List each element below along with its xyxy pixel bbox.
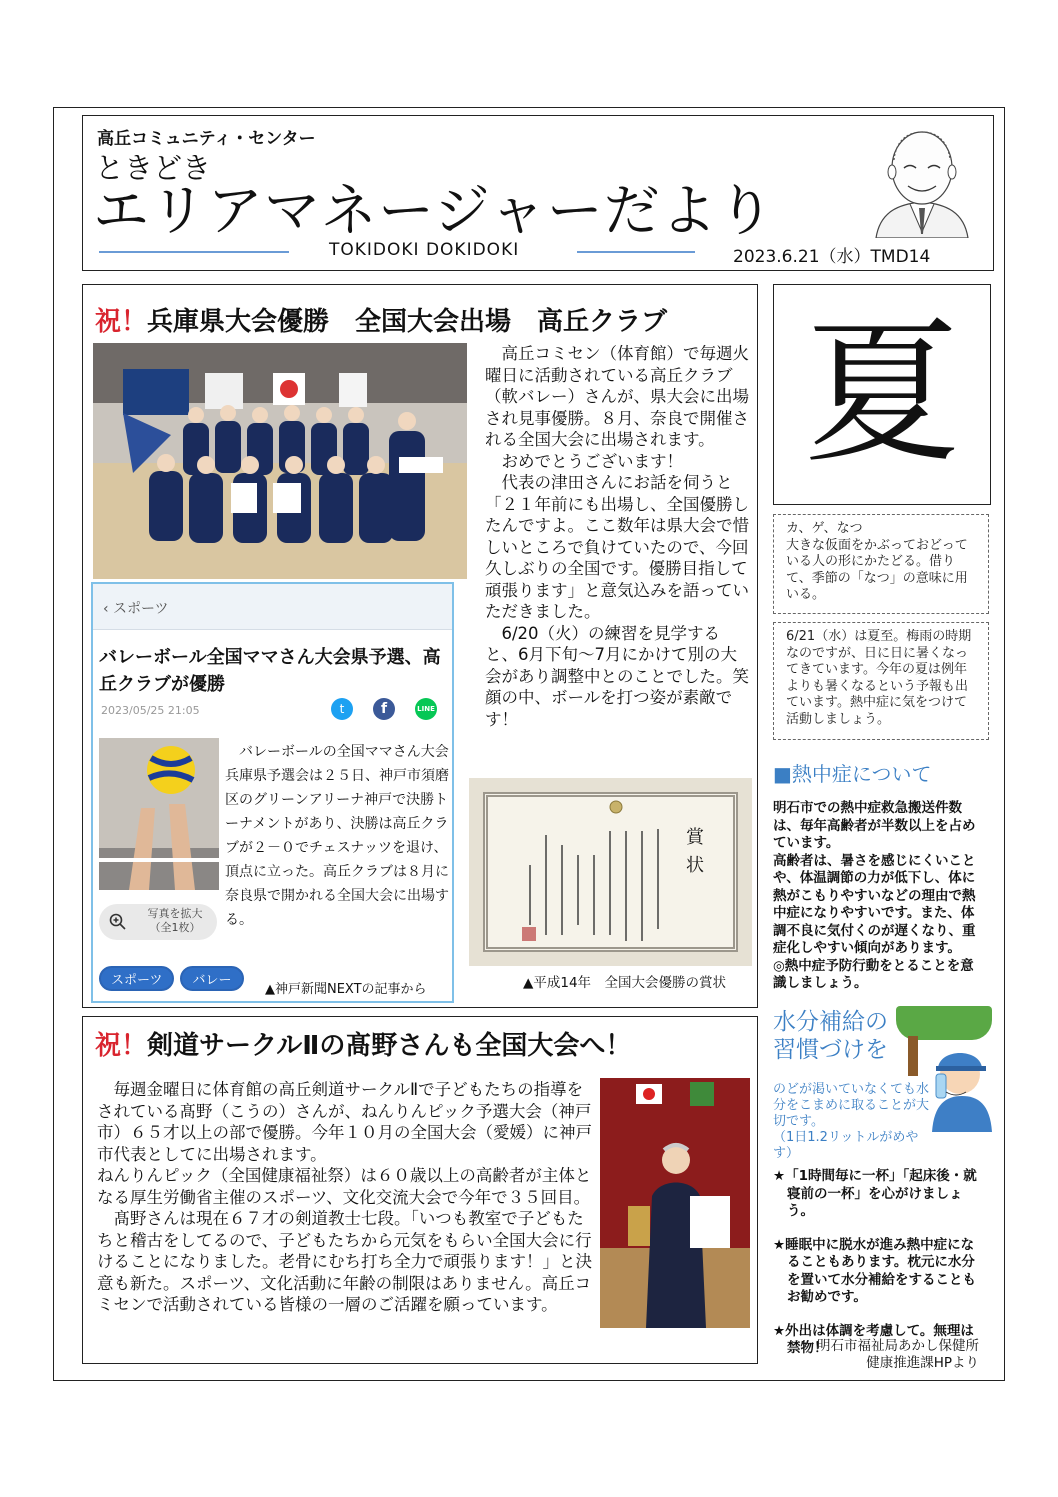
headline-celebration-mark: 祝！ [95,1031,148,1061]
kanji-explanation [773,514,989,614]
kanji-character: 夏 [804,302,960,484]
article-kendo-body [97,1079,593,1316]
hydration-title-line: 水分補給の [773,1009,888,1035]
certificate-caption: ▲平成14年 全国大会優勝の賞状 [523,975,727,991]
issue-date: 2023.6.21（水）TMD14 [733,247,931,267]
article-kendo [82,1016,758,1364]
hydration-title-line: 習慣づけを [773,1037,888,1063]
headline-text: 兵庫県大会優勝 全国大会出場 高丘クラブ [147,307,668,337]
headline-celebration-mark: 祝！ [95,307,148,337]
kanji-box [773,284,991,505]
news-source: ▲神戸新聞NEXTの記事から [265,982,427,997]
hydration-source [773,1338,979,1372]
solstice-note-text: 6/21（水）は夏至。梅雨の時期なのですが、日に日に暑くなってきています。今年の夏は例年よりも暑くなるという予報も出ています。熱中症に気をつけて活動しましょう。 [786,629,972,727]
body-paragraph: 高丘コミセン（体育館）で毎週火曜日に活動されている高丘クラブ（軟バレー）さんが、県大会に出場され見事優勝。８月、奈良で開催される全国大会に出場されます。 [485,344,749,449]
article-volleyball [82,284,758,1008]
kendo-winner-photo [600,1078,750,1328]
team-photo [93,343,467,579]
enlarge-photo-label: 写真を拡大 （全1枚） [147,907,203,934]
hydration-sub: のどが渇いていなくても水分をこまめに取ることが大切です。 [773,1082,930,1129]
heatstroke-title: ■熱中症について [773,762,932,786]
hydration-source-line: 明石市福祉局あかし保健所 [817,1338,979,1354]
enlarge-photo-button[interactable] [99,904,217,940]
body-paragraph: おめでとうございます！ [485,451,683,471]
tree-trunk-illustration [908,1036,918,1076]
news-clipping [91,582,454,1003]
title-rule-right [577,251,695,253]
title-rule-left [99,251,289,253]
hydration-source-line: 健康推進課HPより [866,1355,979,1371]
news-headline: バレーボール全国ママさん大会県予選、高丘クラブが優勝 [99,647,441,695]
zoom-in-icon [109,913,127,931]
tag-sports[interactable]: スポーツ [99,966,174,991]
article-volleyball-headline [95,301,667,338]
hydration-tips [773,1168,987,1358]
body-paragraph: 6/20（火）の練習を見学すると、6月下旬～7月にかけて別の大会があり調整中とのことでした。笑顔の中、ボールを打つ姿が素敵です！ [485,623,749,729]
news-back-link[interactable]: ‹ スポーツ [103,601,169,617]
hydration-amount: （1日1.2リットルがめやす） [773,1130,919,1161]
romaji-title: TOKIDOKI DOKIDOKI [329,240,520,260]
headline-text: 剣道サークルⅡの髙野さんも全国大会へ！ [147,1031,632,1061]
body-paragraph: 毎週金曜日に体育館の高丘剣道サークルⅡで子どもたちの指導をされている髙野（こうの）さんが、ねんりんピック予選大会（神戸市）６５才以上の部で優勝。今年１０月の全国大会（愛媛）に神戸市代表としてに出場されます。 [97,1080,592,1164]
certificate-photo [469,778,752,966]
hydration-tip: ★睡眠中に脱水が進み熱中症になることもあります。枕元に水分を置いて水分補給をすることもお勧めです。 [773,1236,976,1305]
tag-volleyball[interactable]: バレー [180,966,243,991]
org-name: 高丘コミュニティ・センター [97,129,316,149]
kanji-meaning: 大きな仮面をかぶっておどっている人の形にかたどる。借りて、季節の「なつ」の意味に用いる。 [786,537,968,602]
article-kendo-headline [95,1025,631,1062]
hydration-tip: ★「1時間毎に一杯」「起床後・就寝前の一杯」を心がけましょう。 [773,1168,977,1219]
page-title: エリアマネージャーだより [93,179,775,244]
certificate-crest-icon [606,799,626,815]
certificate-handwriting [518,825,668,949]
heatstroke-paragraph: 明石市での熱中症救急搬送件数は、毎年高齢者が半数以上を占めています。 [773,800,976,851]
article-volleyball-body [485,343,753,730]
body-paragraph: ねんりんピック（全国健康福祉祭）は６０歳以上の高齢者が主体となる厚生労働省主催のスポーツ、文化交流大会で今年で３５回目。 [97,1166,592,1207]
hydration-title [773,1008,888,1064]
heatstroke-paragraph: ◎熱中症予防行動をとることを意識しましょう。 [773,957,974,991]
heatstroke-paragraph: 高齢者は、暑さを感じにくいことや、体温調節の力が低下し、体に熱がこもりやすいなどの理由で熱中症になりやすいです。また、体調不良に気付くのが遅くなり、重症化しやすい傾向があります。 [773,852,976,956]
kanji-reading: カ、ゲ、なつ [786,521,863,536]
subtitle: ときどき [95,151,212,185]
hydration-tip: ★外出は体調を考慮して。無理は禁物！ [773,1322,974,1356]
header [82,115,994,271]
heatstroke-body [773,800,987,993]
solstice-note [773,622,989,740]
drinking-worker-illustration [922,1034,996,1132]
news-timestamp: 2023/05/25 21:05 [101,704,200,717]
certificate-frame [483,792,738,952]
body-paragraph: 髙野さんは現在６７才の剣道教士七段。「いつも教室で子どもたちと稽古をしてるので、子どもたちから元気をもらい全国大会に行けることになりました。老骨にむち打ち全力で頑張ります！」と決意も新た。スポーツ、文化活動に年齢の制限はありません。高丘コミセンで活動されている皆様の一層のご活躍を願っています。 [97,1209,592,1314]
body-paragraph: 代表の津田さんにお話を伺うと「２１年前にも出場し、全国優勝したんですよ。ここ数年は県大会で惜しいところで負けていたので、今回久しぶりの全国です。優勝目指して頑張ります」と意気込みを語っていただきました。 [485,473,749,621]
certificate-title: 賞状 [683,827,704,883]
manager-portrait-illustration [868,124,976,238]
hydration-subtitle [773,1082,931,1162]
line-share-icon[interactable]: LINE [415,698,437,720]
news-nav-bar [93,584,452,630]
news-body: バレーボールの全国ママさん大会兵庫県予選会は２５日、神戸市須磨区のグリーンアリーナ神戸で決勝トーナメントがあり、決勝は高丘クラブが２－０でチェスナッツを退け、頂点に立った。高丘クラブは８月に奈良県で開かれる全国大会に出場する。 [225,744,449,928]
twitter-share-icon[interactable]: t [331,698,353,720]
facebook-share-icon[interactable]: f [373,698,395,720]
news-tags [99,966,250,991]
news-volleyball-photo[interactable] [99,738,219,890]
